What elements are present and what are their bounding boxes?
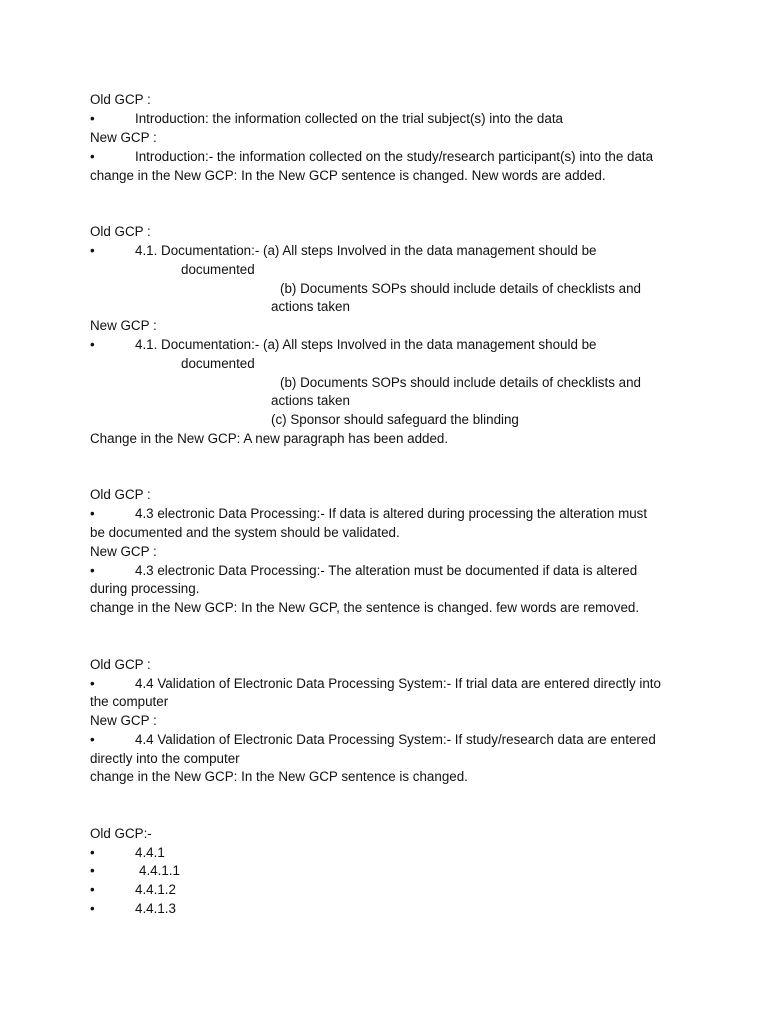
new-gcp-text: 4.3 electronic Data Processing:- The alteration must be documented if data is altered <box>135 563 638 578</box>
old-gcp-label: Old GCP : <box>90 224 151 239</box>
new-gcp-text: directly into the computer <box>90 751 240 766</box>
bullet: • <box>90 563 95 578</box>
new-gcp-text: documented <box>181 356 255 371</box>
new-gcp-label: New GCP : <box>90 544 157 559</box>
list-item: 4.4.1 <box>135 845 165 860</box>
new-gcp-text: (b) Documents SOPs should include details of checklists and <box>280 375 641 390</box>
bullet: • <box>90 882 95 897</box>
new-gcp-text: Introduction:- the information collected on the study/research participant(s) into the data <box>135 149 654 164</box>
new-gcp-text: 4.1. Documentation:- (a) All steps Involved in the data management should be <box>135 337 597 352</box>
old-gcp-text: (b) Documents SOPs should include details of checklists and <box>280 281 641 296</box>
bullet: • <box>90 243 95 258</box>
list-item: 4.4.1.3 <box>135 901 176 916</box>
bullet: • <box>90 676 95 691</box>
old-gcp-text: Introduction: the information collected on the trial subject(s) into the data <box>135 111 563 126</box>
bullet: • <box>90 732 95 747</box>
new-gcp-label: New GCP : <box>90 713 157 728</box>
old-gcp-text: documented <box>181 262 255 277</box>
change-note: change in the New GCP: In the New GCP, the sentence is changed. few words are removed. <box>90 600 640 615</box>
change-note: change in the New GCP: In the New GCP sentence is changed. New words are added. <box>90 168 606 183</box>
bullet: • <box>90 863 95 878</box>
old-gcp-label: Old GCP : <box>90 487 151 502</box>
new-gcp-text: actions taken <box>271 393 350 408</box>
new-gcp-text: (c) Sponsor should safeguard the blinding <box>271 412 519 427</box>
old-gcp-text: 4.3 electronic Data Processing:- If data is altered during processing the alteration must <box>135 506 648 521</box>
bullet: • <box>90 111 95 126</box>
list-item: 4.4.1.1 <box>139 863 180 878</box>
old-gcp-text: 4.4 Validation of Electronic Data Processing System:- If trial data are entered directly into <box>135 676 661 691</box>
old-gcp-label: Old GCP : <box>90 657 151 672</box>
bullet: • <box>90 337 95 352</box>
change-note: change in the New GCP: In the New GCP sentence is changed. <box>90 769 468 784</box>
old-gcp-text: the computer <box>90 694 169 709</box>
new-gcp-label: New GCP : <box>90 130 157 145</box>
bullet: • <box>90 845 95 860</box>
old-gcp-label: Old GCP : <box>90 92 151 107</box>
bullet: • <box>90 149 95 164</box>
old-gcp-text: be documented and the system should be validated. <box>90 525 400 540</box>
new-gcp-text: 4.4 Validation of Electronic Data Processing System:- If study/research data are entered <box>135 732 656 747</box>
bullet: • <box>90 506 95 521</box>
old-gcp-text: actions taken <box>271 299 350 314</box>
list-item: 4.4.1.2 <box>135 882 176 897</box>
new-gcp-label: New GCP : <box>90 318 157 333</box>
old-gcp-label: Old GCP:- <box>90 826 152 841</box>
old-gcp-text: 4.1. Documentation:- (a) All steps Involved in the data management should be <box>135 243 597 258</box>
change-note: Change in the New GCP: A new paragraph has been added. <box>90 431 449 446</box>
bullet: • <box>90 901 95 916</box>
new-gcp-text: during processing. <box>90 581 200 596</box>
